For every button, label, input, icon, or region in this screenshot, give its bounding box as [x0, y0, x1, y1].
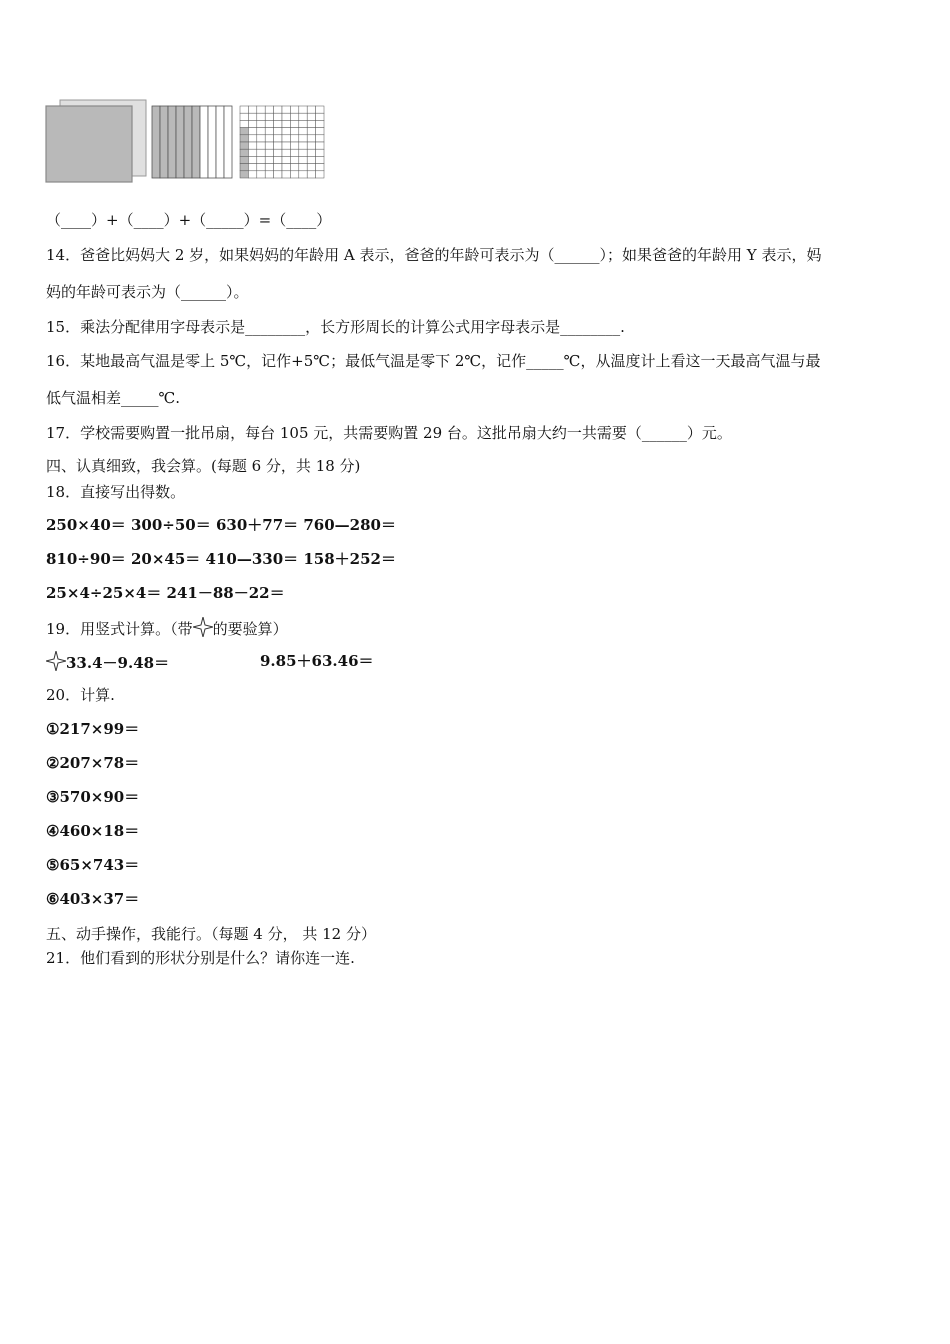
grid-cell: [248, 149, 256, 156]
grid-cell: [274, 164, 282, 171]
grid-cell: [248, 135, 256, 142]
grid-cell: [240, 164, 248, 171]
grid-cell: [299, 156, 307, 163]
grid-cell: [307, 128, 315, 135]
grid-cell: [248, 106, 256, 113]
strip-part: [176, 106, 184, 178]
question-20-item-5: ⑤65×743＝: [46, 856, 140, 874]
grid-cell: [282, 156, 290, 163]
question-19-expression-2: 9.85＋63.46＝: [260, 652, 374, 670]
strip-part: [160, 106, 168, 178]
grid-cell: [299, 142, 307, 149]
grid-cell: [282, 135, 290, 142]
grid-cell: [299, 171, 307, 178]
grid-cell: [265, 120, 273, 127]
grid-cell: [240, 149, 248, 156]
grid-cell: [274, 156, 282, 163]
grid-cell: [274, 149, 282, 156]
grid-cell: [240, 171, 248, 178]
grid-cell: [307, 113, 315, 120]
fill-in-expression: （____）+（____）+（_____）=（____）: [46, 211, 332, 229]
grid-cell: [299, 164, 307, 171]
grid-cell: [307, 142, 315, 149]
grid-cell: [282, 106, 290, 113]
fraction-figures: [45, 98, 330, 184]
grid-cell: [240, 135, 248, 142]
strip-part: [224, 106, 232, 178]
question-16-line-1: 16．某地最高气温是零上 5℃，记作+5℃；最低气温是零下 2℃，记作_____℃，从温度计上看这一天最高气温与最: [46, 352, 821, 370]
grid-cell: [316, 149, 324, 156]
grid-cell: [316, 156, 324, 163]
question-14-line-2: 妈的年龄可表示为（______）。: [46, 283, 249, 301]
grid-cell: [248, 142, 256, 149]
grid-cell: [290, 106, 298, 113]
question-17: 17．学校需要购置一批吊扇，每台 105 元，共需要购置 29 台。这批吊扇大约一共需要（______）元。: [46, 424, 732, 442]
grid-cell: [257, 156, 265, 163]
section-4-heading: 四、认真细致，我会算。(每题 6 分，共 18 分): [46, 457, 361, 475]
grid-cell: [299, 106, 307, 113]
grid-cell: [240, 128, 248, 135]
strip-part: [152, 106, 160, 178]
grid-cell: [290, 156, 298, 163]
grid-cell: [307, 135, 315, 142]
grid-cell: [299, 128, 307, 135]
question-19-title: [46, 617, 288, 639]
question-18-title: 18．直接写出得数。: [46, 483, 186, 501]
grid-cell: [265, 149, 273, 156]
grid-cell: [290, 149, 298, 156]
grid-cell: [274, 142, 282, 149]
grid-cell: [265, 142, 273, 149]
question-20-title: 20．计算.: [46, 686, 115, 704]
strip-part: [216, 106, 224, 178]
grid-cell: [257, 106, 265, 113]
question-18-row-2: 810÷90＝ 20×45＝ 410—330＝ 158＋252＝: [46, 550, 396, 568]
grid-cell: [265, 156, 273, 163]
question-19-expression-1: [46, 651, 169, 673]
grid-cell: [257, 149, 265, 156]
strip-part: [184, 106, 192, 178]
grid-cell: [274, 171, 282, 178]
grid-cell: [282, 113, 290, 120]
star-icon: [193, 617, 213, 637]
whole-square-figure: [46, 100, 146, 182]
question-21: 21．他们看到的形状分别是什么？请你连一连.: [46, 949, 355, 967]
grid-cell: [240, 142, 248, 149]
grid-cell: [274, 128, 282, 135]
grid-cell: [316, 106, 324, 113]
grid-cell: [282, 142, 290, 149]
grid-cell: [299, 149, 307, 156]
grid-cell: [290, 113, 298, 120]
grid-cell: [307, 164, 315, 171]
grid-cell: [265, 128, 273, 135]
grid-cell: [299, 113, 307, 120]
question-15: 15．乘法分配律用字母表示是________，长方形周长的计算公式用字母表示是________.: [46, 318, 625, 336]
grid-cell: [307, 171, 315, 178]
grid-cell: [240, 156, 248, 163]
question-20-item-4: ④460×18＝: [46, 822, 140, 840]
grid-cell: [248, 113, 256, 120]
grid-cell: [274, 106, 282, 113]
grid-cell: [248, 164, 256, 171]
grid-cell: [307, 156, 315, 163]
strip-part: [200, 106, 208, 178]
grid-cell: [257, 135, 265, 142]
grid-cell: [257, 164, 265, 171]
grid-cell: [248, 156, 256, 163]
grid-cell: [257, 142, 265, 149]
strip-part: [168, 106, 176, 178]
question-18-row-1: 250×40＝ 300÷50＝ 630＋77＝ 760—280＝: [46, 516, 396, 534]
grid-cell: [282, 164, 290, 171]
grid-cell: [290, 128, 298, 135]
grid-cell: [316, 113, 324, 120]
grid-cell: [240, 113, 248, 120]
question-20-item-1: ①217×99＝: [46, 720, 140, 738]
grid-cell: [316, 142, 324, 149]
grid-cell: [282, 149, 290, 156]
grid-cell: [274, 120, 282, 127]
grid-cell: [240, 106, 248, 113]
grid-cell: [290, 142, 298, 149]
question-19-title-start: 19．用竖式计算。（带: [46, 620, 193, 638]
grid-cell: [299, 120, 307, 127]
question-14-line-1: 14．爸爸比妈妈大 2 岁，如果妈妈的年龄用 A 表示，爸爸的年龄可表示为（______）；如果爸爸的年龄用 Y 表示，妈: [46, 246, 822, 264]
grid-cell: [299, 135, 307, 142]
grid-cell: [316, 128, 324, 135]
grid-cell: [307, 120, 315, 127]
star-icon: [46, 651, 66, 671]
grid-cell: [290, 120, 298, 127]
grid-cell: [316, 164, 324, 171]
grid-cell: [265, 171, 273, 178]
hundredths-grid-figure: [240, 106, 324, 178]
grid-cell: [282, 128, 290, 135]
question-20-item-6: ⑥403×37＝: [46, 890, 140, 908]
grid-cell: [240, 120, 248, 127]
question-20-item-2: ②207×78＝: [46, 754, 140, 772]
grid-cell: [290, 171, 298, 178]
grid-cell: [257, 113, 265, 120]
strip-part: [208, 106, 216, 178]
question-19-expr-1-text: 33.4－9.48＝: [66, 654, 170, 672]
grid-cell: [307, 149, 315, 156]
grid-cell: [265, 106, 273, 113]
question-18-row-3: 25×4÷25×4＝ 241－88－22＝: [46, 584, 285, 602]
strip-part: [192, 106, 200, 178]
question-16-line-2: 低气温相差_____℃.: [46, 389, 181, 407]
grid-cell: [282, 120, 290, 127]
grid-cell: [265, 164, 273, 171]
grid-cell: [274, 113, 282, 120]
grid-cell: [316, 135, 324, 142]
grid-cell: [248, 120, 256, 127]
question-19-title-end: 的要验算）: [212, 620, 288, 638]
grid-cell: [290, 164, 298, 171]
grid-cell: [248, 128, 256, 135]
question-20-item-3: ③570×90＝: [46, 788, 140, 806]
grid-cell: [257, 171, 265, 178]
grid-cell: [257, 128, 265, 135]
grid-cell: [265, 135, 273, 142]
grid-cell: [290, 135, 298, 142]
grid-cell: [307, 106, 315, 113]
section-5-heading: 五、动手操作，我能行。（每题 4 分， 共 12 分）: [46, 925, 376, 943]
grid-cell: [282, 171, 290, 178]
grid-cell: [316, 171, 324, 178]
grid-cell: [316, 120, 324, 127]
tenths-strip-figure: [152, 106, 232, 178]
grid-cell: [274, 135, 282, 142]
grid-cell: [265, 113, 273, 120]
grid-cell: [248, 171, 256, 178]
grid-cell: [257, 120, 265, 127]
